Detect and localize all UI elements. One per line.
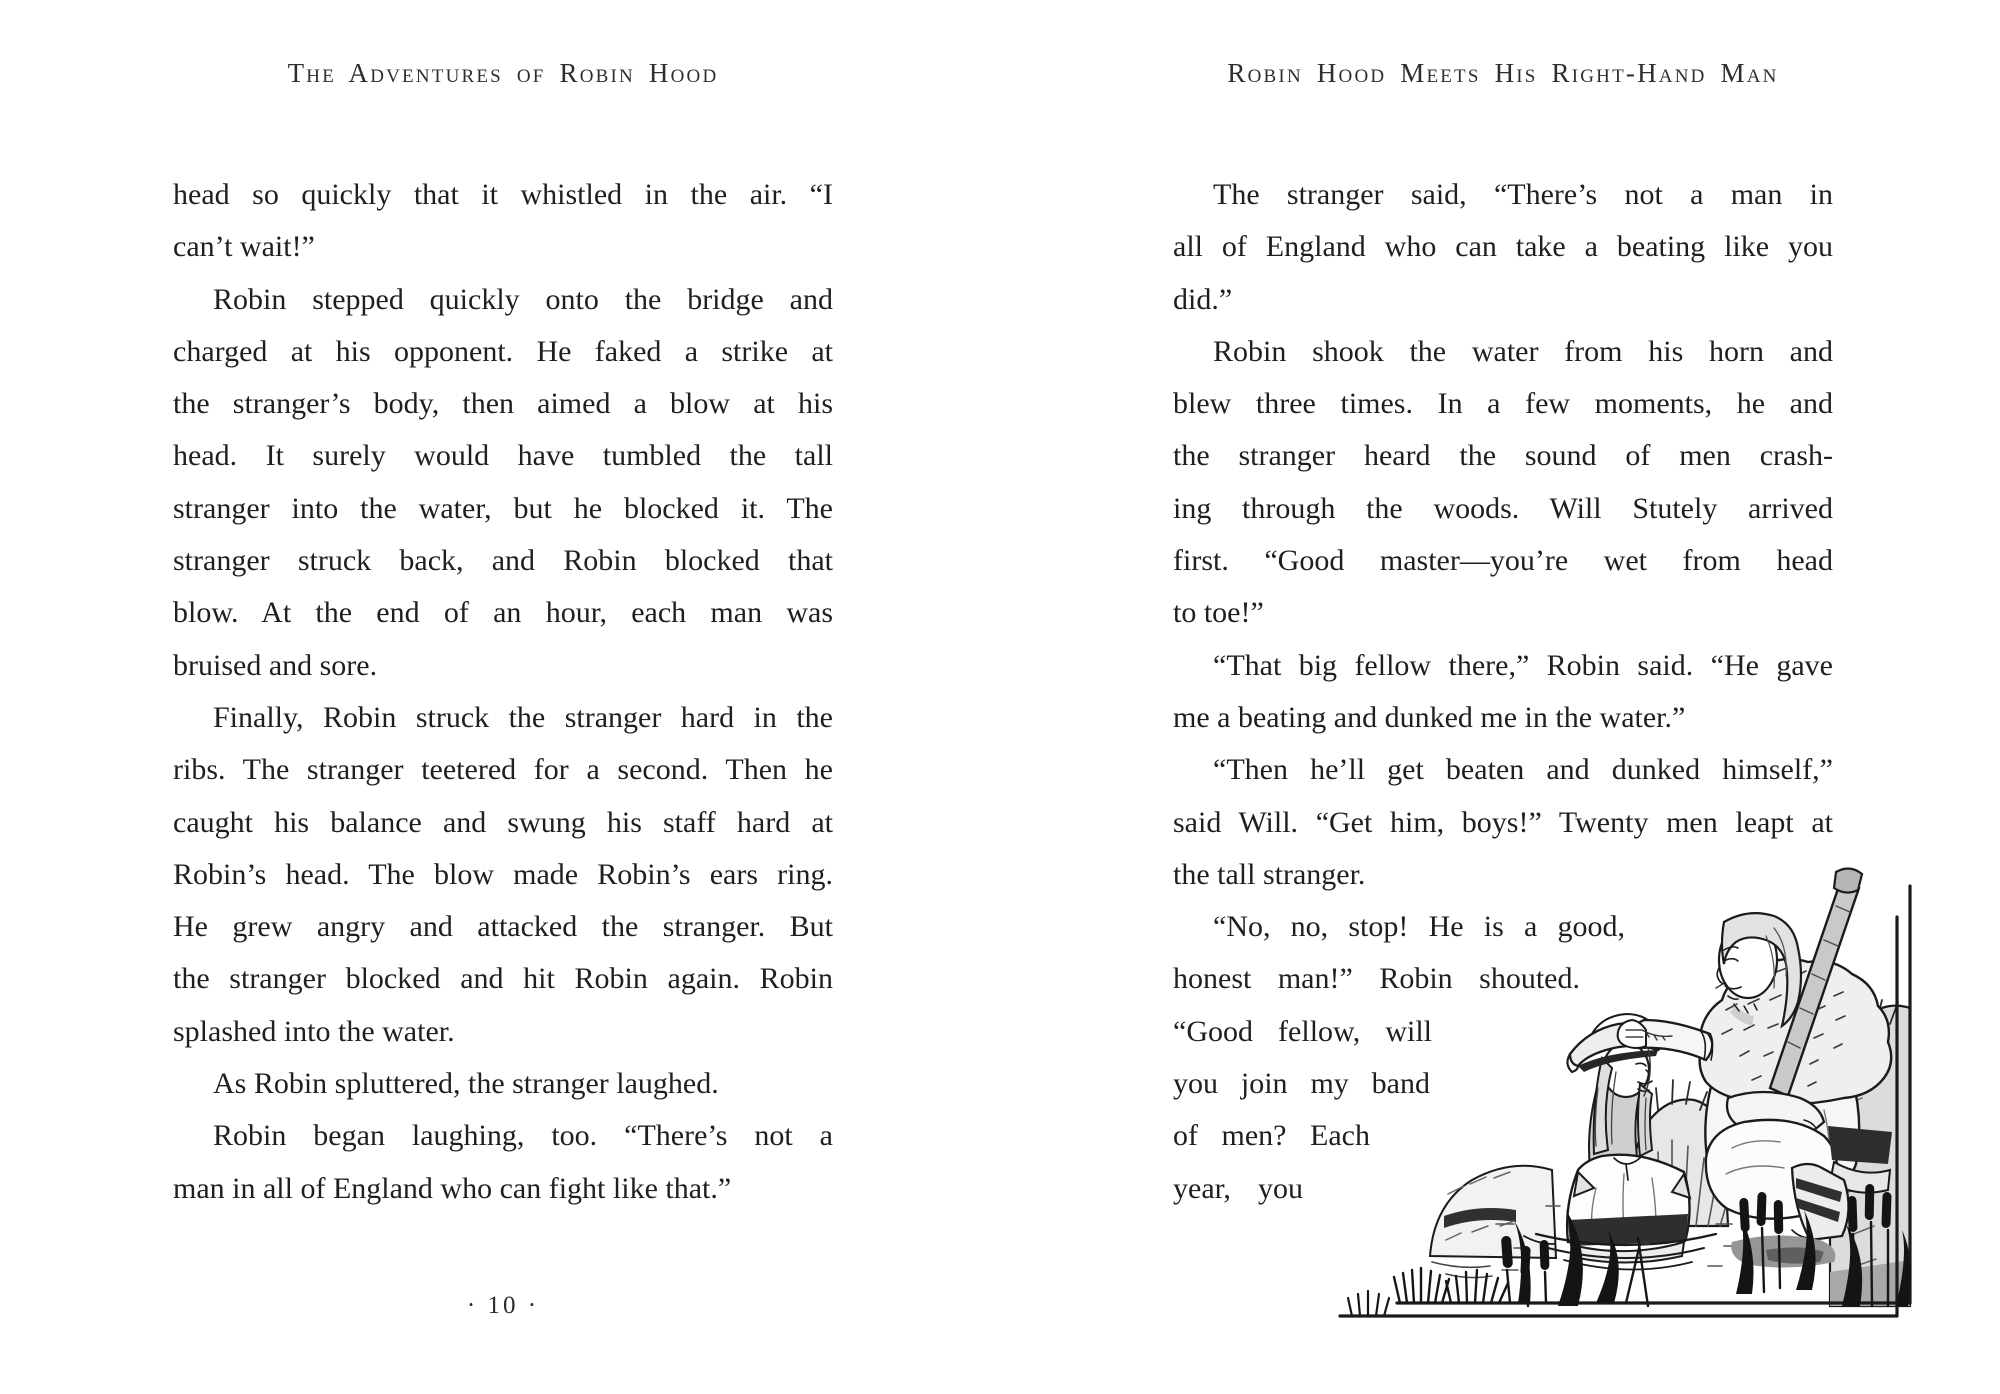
text-line: stranger into the water, but he blocked it. The bbox=[173, 491, 833, 525]
text-line: “Good fellow, will bbox=[1173, 1014, 1432, 1048]
robin-hood-illustration bbox=[1296, 858, 1944, 1360]
text-line: caught his balance and swung his staff hard at bbox=[173, 805, 833, 839]
text-line: Robin shook the water from his horn and bbox=[1213, 334, 1833, 368]
text-line: charged at his opponent. He faked a strike at bbox=[173, 334, 833, 368]
text-line: me a beating and dunked me in the water.” bbox=[1173, 700, 1686, 734]
text-line: ribs. The stranger teetered for a second. Then he bbox=[173, 753, 833, 787]
riverbank-scene-drawing bbox=[1296, 858, 1944, 1360]
text-line: “Then he’ll get beaten and dunked himself,” bbox=[1213, 753, 1833, 787]
text-line: He grew angry and attacked the stranger. But bbox=[173, 910, 833, 944]
text-line: blew three times. In a few moments, he and bbox=[1173, 387, 1833, 421]
text-line: blow. At the end of an hour, each man was bbox=[173, 596, 833, 630]
text-line: you join my band bbox=[1173, 1067, 1430, 1101]
text-line: Robin began laughing, too. “There’s not a bbox=[213, 1119, 833, 1153]
text-line: Finally, Robin struck the stranger hard in the bbox=[213, 700, 833, 734]
text-line: the stranger heard the sound of men crash- bbox=[1173, 439, 1833, 473]
text-line: “No, no, stop! He is a good, bbox=[1213, 910, 1625, 944]
text-line: honest man!” Robin shouted. bbox=[1173, 962, 1580, 996]
text-line: to toe!” bbox=[1173, 596, 1264, 630]
text-line: all of England who can take a beating like you bbox=[1173, 230, 1833, 264]
left-text-block bbox=[173, 169, 833, 1215]
text-line: man in all of England who can fight like that.” bbox=[173, 1171, 732, 1205]
text-line: “That big fellow there,” Robin said. “He gave bbox=[1213, 648, 1833, 682]
text-line: of men? Each bbox=[1173, 1119, 1370, 1153]
left-running-head: The Adventures of Robin Hood bbox=[287, 58, 719, 88]
text-line: Robin’s head. The blow made Robin’s ears ring. bbox=[173, 857, 833, 891]
text-line: first. “Good master—you’re wet from head bbox=[1173, 544, 1833, 578]
text-line: the stranger’s body, then aimed a blow at his bbox=[173, 387, 833, 421]
text-line: The stranger said, “There’s not a man in bbox=[1213, 178, 1833, 211]
text-line: bruised and sore. bbox=[173, 648, 378, 682]
text-line: the stranger blocked and hit Robin again. Robin bbox=[173, 962, 833, 996]
text-line: splashed into the water. bbox=[173, 1014, 455, 1048]
page-number: · 10 · bbox=[466, 1292, 540, 1319]
text-line: did.” bbox=[1173, 282, 1233, 316]
text-line: can’t wait!” bbox=[173, 230, 315, 264]
text-line: head. It surely would have tumbled the tall bbox=[173, 439, 833, 473]
right-running-head: Robin Hood Meets His Right-Hand Man bbox=[1227, 58, 1779, 88]
text-line: Robin stepped quickly onto the bridge and bbox=[213, 282, 833, 316]
text-line: the tall stranger. bbox=[1173, 857, 1366, 891]
text-line: stranger struck back, and Robin blocked that bbox=[173, 544, 833, 578]
text-line: year, you bbox=[1173, 1171, 1303, 1205]
text-line: said Will. “Get him, boys!” Twenty men leapt at bbox=[1173, 805, 1833, 839]
text-line: ing through the woods. Will Stutely arrived bbox=[1173, 491, 1833, 525]
text-line: As Robin spluttered, the stranger laughed. bbox=[213, 1067, 719, 1101]
text-line: head so quickly that it whistled in the air. “I bbox=[173, 178, 833, 211]
